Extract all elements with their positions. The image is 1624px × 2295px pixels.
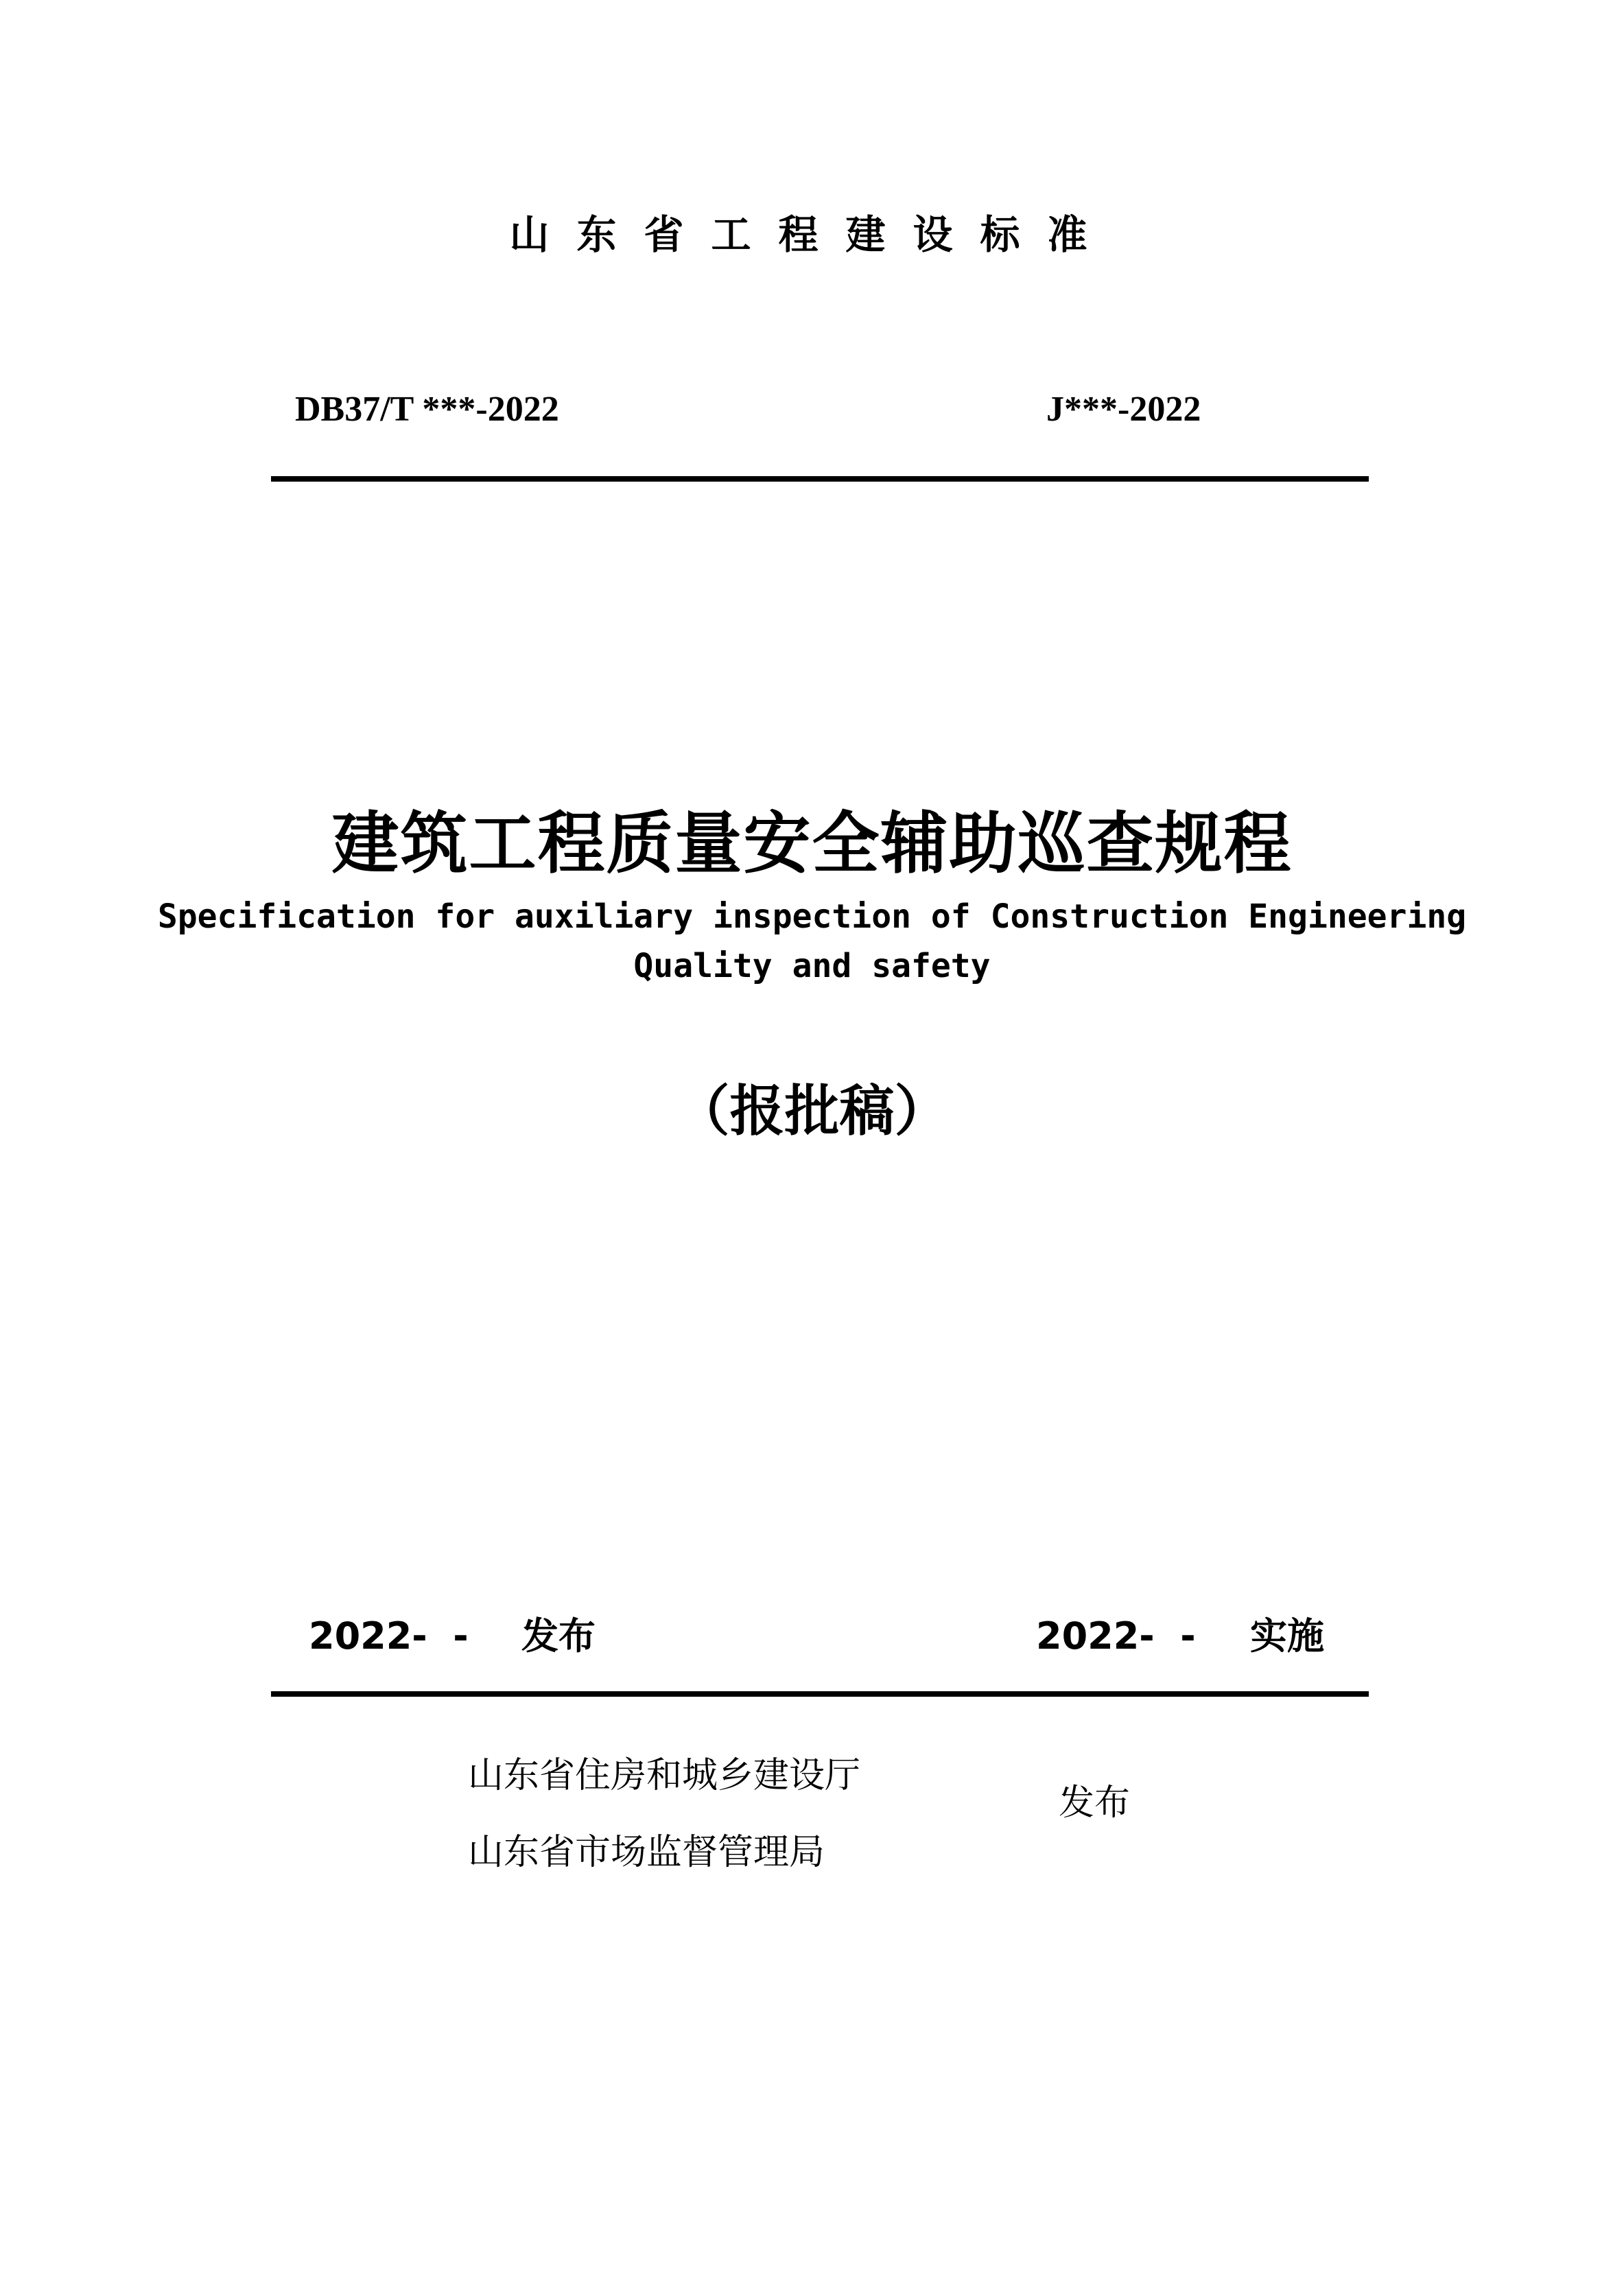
issuer-market-regulation: 山东省市场监督管理局 bbox=[468, 1832, 825, 1873]
record-number: J***-2022 bbox=[1046, 390, 1201, 429]
bottom-divider bbox=[271, 1691, 1369, 1697]
issue-label: 发布 bbox=[521, 1614, 596, 1658]
top-divider bbox=[271, 476, 1369, 482]
draft-status: （报批稿） bbox=[674, 1079, 950, 1143]
effective-date: 2022- - bbox=[1036, 1614, 1196, 1658]
issuer-housing-department: 山东省住房和城乡建设厅 bbox=[468, 1755, 861, 1796]
document-title-zh: 建筑工程质量安全辅助巡查规程 bbox=[331, 805, 1293, 883]
document-title-en-line2: Quality and safety bbox=[633, 947, 991, 985]
standard-category-title: 山东省工程建设标准 bbox=[509, 211, 1115, 258]
issue-date: 2022- - bbox=[309, 1614, 469, 1658]
document-title-en bbox=[27, 892, 1597, 991]
document-title-en-line1: Specification for auxiliary inspection of Construction Engineering bbox=[157, 897, 1467, 936]
effective-label: 实施 bbox=[1250, 1614, 1324, 1658]
issuer-publish-label: 发布 bbox=[1059, 1782, 1131, 1824]
standard-number: DB37/T ***-2022 bbox=[295, 390, 559, 429]
